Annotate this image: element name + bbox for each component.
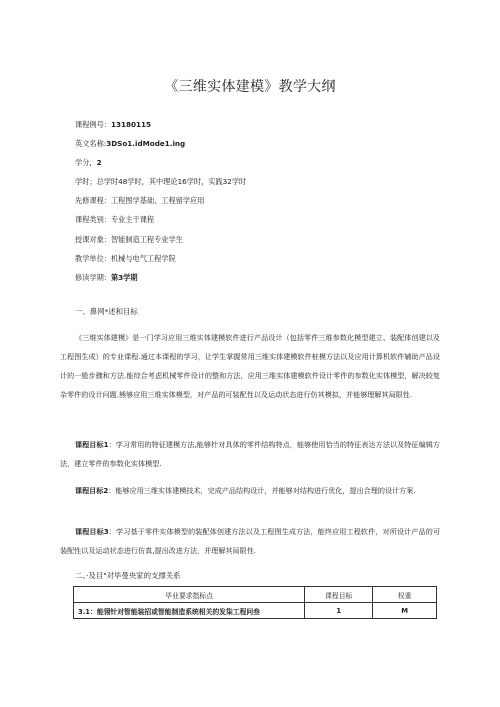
meta-value: 智能制造工程专业学生 (110, 235, 183, 244)
meta-semester (75, 273, 138, 282)
meta-category (75, 215, 154, 224)
meta-value: 机械与电气工程学院 (110, 254, 176, 263)
requirements-table (73, 586, 437, 619)
meta-label: 修读学期： (75, 273, 111, 282)
course-intro-paragraph: 《三维实体建模》是一门学习应用三维实体建模软件进行产品设计（包括零件三维参数化模型建立、装配体创建以及工程图生成）的专业课程.通过本课程的学习，让学生掌握常用三维实体建模软件桩模方法以及应用计算机软件辅助产品设计的一般步骤和方法.能综合考虑机械零件设计的整和方法，应用三维实体建模软件设计零件的参数化实体模型，解决较复杂零件的设计问题.熊够应用三维实体模型，对产品的可装配性以及运动状态进行仿其模拟，并能够理解其局限性. (60, 333, 440, 399)
section-heading-support: 二、·及目"对毕曼央家的支撑关系 (75, 571, 181, 580)
meta-label: 课程类别： (75, 215, 111, 224)
goal-text: ：学习基于零件实体模型的装配体创建方法以及工程图生成方法，能终应用工程软件，对所设计产品的可装配性以及运动状态进行仿真,提出改进方法，并理解其局限性. (60, 527, 441, 555)
table-cell-goal: 1 (305, 603, 373, 619)
goal-label: 课程目标1 (75, 440, 109, 449)
goal-label: 课程目标2 (75, 486, 109, 495)
meta-value: 2 (96, 158, 102, 167)
meta-value: 总学时48学时，其中理论16学时，实践32学时 (96, 177, 247, 186)
meta-credits (75, 158, 102, 167)
meta-english-name (75, 139, 185, 148)
table-cell-weight: M (373, 603, 437, 619)
meta-label: 学时； (75, 177, 97, 186)
meta-department (75, 254, 176, 263)
course-goal-3 (60, 522, 440, 560)
meta-prerequisites (75, 196, 204, 205)
meta-value: 工程图学基础、工程留学应用 (110, 196, 205, 205)
section-heading-overview: 一、鼻网*述和目标 (75, 307, 138, 316)
goal-text: ：能够应用三维实体建模技术，完成产品结构设计，并能够对结构进行优化，提出合理的设计方案. (108, 486, 416, 495)
meta-value: 专业主干课程 (110, 215, 155, 224)
table-header: 权重 (373, 587, 437, 603)
table-header: 毕业要求指标点 (74, 587, 305, 603)
meta-value: 第3学期 (110, 273, 138, 282)
goal-text: ：学习常用的特征建模方法,能够针对具体的零件结构特点，能够使用恰当的特征表达方法以及特征编辑方法，建立零件的参数化实体模型. (60, 440, 440, 468)
document-title: 《三维实体建模》教学大纲 (164, 79, 336, 95)
table-cell-point: 3.1：能翎针对智能装招或智能制造系统相关的发柒工程问叁 (74, 603, 305, 619)
table-header-row (74, 587, 437, 603)
meta-value: 3DSo1.idMode1.ing (106, 139, 186, 148)
course-goal-1 (60, 435, 440, 473)
meta-audience (75, 235, 183, 244)
meta-label: 英文名称: (75, 139, 107, 148)
meta-label: 学分， (75, 158, 97, 167)
table-header: 课程目标 (305, 587, 373, 603)
meta-label: 教学单位： (75, 254, 111, 263)
course-goal-2 (60, 481, 440, 500)
meta-course-number (75, 120, 151, 129)
table-row (74, 603, 437, 619)
goal-label: 课程目标3 (75, 527, 109, 536)
meta-label: 授课对象： (75, 235, 111, 244)
meta-label: 先修课程： (75, 196, 111, 205)
meta-hours (75, 177, 246, 186)
meta-value: 13180115 (110, 120, 151, 129)
meta-label: 课程例号： (75, 120, 111, 129)
